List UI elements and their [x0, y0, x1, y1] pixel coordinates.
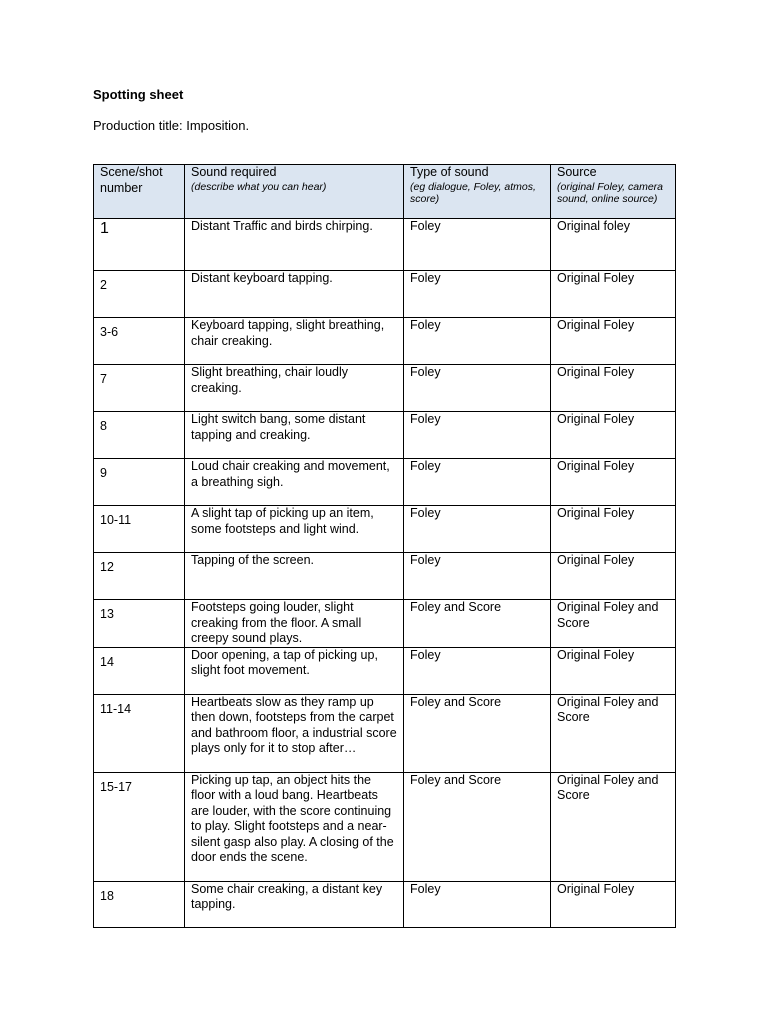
- source-cell: Original Foley and Score: [551, 600, 676, 648]
- sound-cell: Keyboard tapping, slight breathing, chair creaking.: [185, 318, 404, 365]
- sound-cell: Distant keyboard tapping.: [185, 271, 404, 318]
- sound-cell: Heartbeats slow as they ramp up then down, footsteps from the carpet and bathroom floor, a industrial score plays only for it to stop after…: [185, 694, 404, 772]
- source-cell: Original Foley: [551, 412, 676, 459]
- sound-cell: Tapping of the screen.: [185, 553, 404, 600]
- sound-cell: Distant Traffic and birds chirping.: [185, 219, 404, 271]
- table-row: [94, 600, 676, 648]
- scene-number: 13: [100, 607, 114, 621]
- type-cell: Foley: [404, 553, 551, 600]
- scene-number: 10-11: [100, 513, 132, 527]
- source-cell: Original Foley: [551, 506, 676, 553]
- scene-cell: [94, 881, 185, 927]
- scene-cell: [94, 694, 185, 772]
- table-row: [94, 694, 676, 772]
- sound-cell: Slight breathing, chair loudly creaking.: [185, 365, 404, 412]
- header-sound: [185, 165, 404, 219]
- type-cell: Foley: [404, 271, 551, 318]
- source-cell: Original Foley: [551, 318, 676, 365]
- table-row: [94, 412, 676, 459]
- scene-cell: [94, 553, 185, 600]
- source-cell: Original Foley: [551, 271, 676, 318]
- header-source-label: Source: [557, 165, 597, 179]
- source-cell: Original Foley: [551, 881, 676, 927]
- source-cell: Original Foley: [551, 647, 676, 694]
- table-row: [94, 219, 676, 271]
- type-cell: Foley: [404, 881, 551, 927]
- sound-cell: Picking up tap, an object hits the floor with a loud bang. Heartbeats are louder, with the score continuing to play. Slight footsteps and a near-silent gasp also play. A closing of the door ends the scene.: [185, 772, 404, 881]
- sound-cell: Loud chair creaking and movement, a breathing sigh.: [185, 459, 404, 506]
- table-row: [94, 647, 676, 694]
- scene-number: 7: [100, 372, 107, 386]
- table-row: [94, 553, 676, 600]
- sound-cell: Door opening, a tap of picking up, slight foot movement.: [185, 647, 404, 694]
- type-cell: Foley: [404, 412, 551, 459]
- scene-cell: [94, 772, 185, 881]
- source-cell: Original Foley and Score: [551, 772, 676, 881]
- header-type-hint: (eg dialogue, Foley, atmos, score): [410, 180, 536, 205]
- scene-number: 11-14: [100, 701, 132, 716]
- type-cell: Foley: [404, 219, 551, 271]
- spotting-table: [93, 164, 676, 928]
- type-cell: Foley and Score: [404, 772, 551, 881]
- scene-number: 2: [100, 278, 107, 292]
- source-cell: Original Foley and Score: [551, 694, 676, 772]
- scene-cell: [94, 506, 185, 553]
- scene-number: 8: [100, 419, 107, 433]
- scene-number: 18: [100, 888, 114, 903]
- table-row: [94, 365, 676, 412]
- table-row: [94, 506, 676, 553]
- sound-cell: Light switch bang, some distant tapping and creaking.: [185, 412, 404, 459]
- source-cell: Original Foley: [551, 365, 676, 412]
- scene-cell: [94, 600, 185, 648]
- scene-number: 15-17: [100, 779, 132, 794]
- sound-cell: Some chair creaking, a distant key tapping.: [185, 881, 404, 927]
- header-scene-label: Scene/shot number: [100, 165, 163, 195]
- table-row: [94, 271, 676, 318]
- scene-number: 14: [100, 654, 114, 669]
- scene-cell: [94, 647, 185, 694]
- header-type: [404, 165, 551, 219]
- scene-cell: [94, 412, 185, 459]
- table-row: [94, 318, 676, 365]
- scene-cell: [94, 219, 185, 271]
- table-header-row: [94, 165, 676, 219]
- source-cell: Original Foley: [551, 553, 676, 600]
- table-row: [94, 459, 676, 506]
- scene-cell: [94, 271, 185, 318]
- scene-cell: [94, 459, 185, 506]
- scene-number: 3-6: [100, 325, 119, 339]
- header-scene: [94, 165, 185, 219]
- source-cell: Original foley: [551, 219, 676, 271]
- type-cell: Foley: [404, 647, 551, 694]
- header-source: [551, 165, 676, 219]
- type-cell: Foley: [404, 318, 551, 365]
- type-cell: Foley: [404, 365, 551, 412]
- scene-number: 12: [100, 560, 114, 574]
- scene-cell: [94, 365, 185, 412]
- sound-cell: A slight tap of picking up an item, some footsteps and light wind.: [185, 506, 404, 553]
- document-title: Spotting sheet: [93, 87, 184, 102]
- scene-cell: [94, 318, 185, 365]
- type-cell: Foley and Score: [404, 694, 551, 772]
- source-cell: Original Foley: [551, 459, 676, 506]
- header-source-hint: (original Foley, camera sound, online source): [557, 180, 664, 205]
- production-title: Production title: Imposition.: [93, 118, 250, 133]
- table-row: [94, 772, 676, 881]
- type-cell: Foley and Score: [404, 600, 551, 648]
- table-row: [94, 881, 676, 927]
- sound-cell: Footsteps going louder, slight creaking from the floor. A small creepy sound plays.: [185, 600, 404, 648]
- header-sound-label: Sound required: [191, 165, 277, 179]
- scene-number: 1: [100, 220, 109, 237]
- type-cell: Foley: [404, 459, 551, 506]
- scene-number: 9: [100, 466, 107, 480]
- header-type-label: Type of sound: [410, 165, 489, 179]
- type-cell: Foley: [404, 506, 551, 553]
- header-sound-hint: (describe what you can hear): [191, 180, 327, 193]
